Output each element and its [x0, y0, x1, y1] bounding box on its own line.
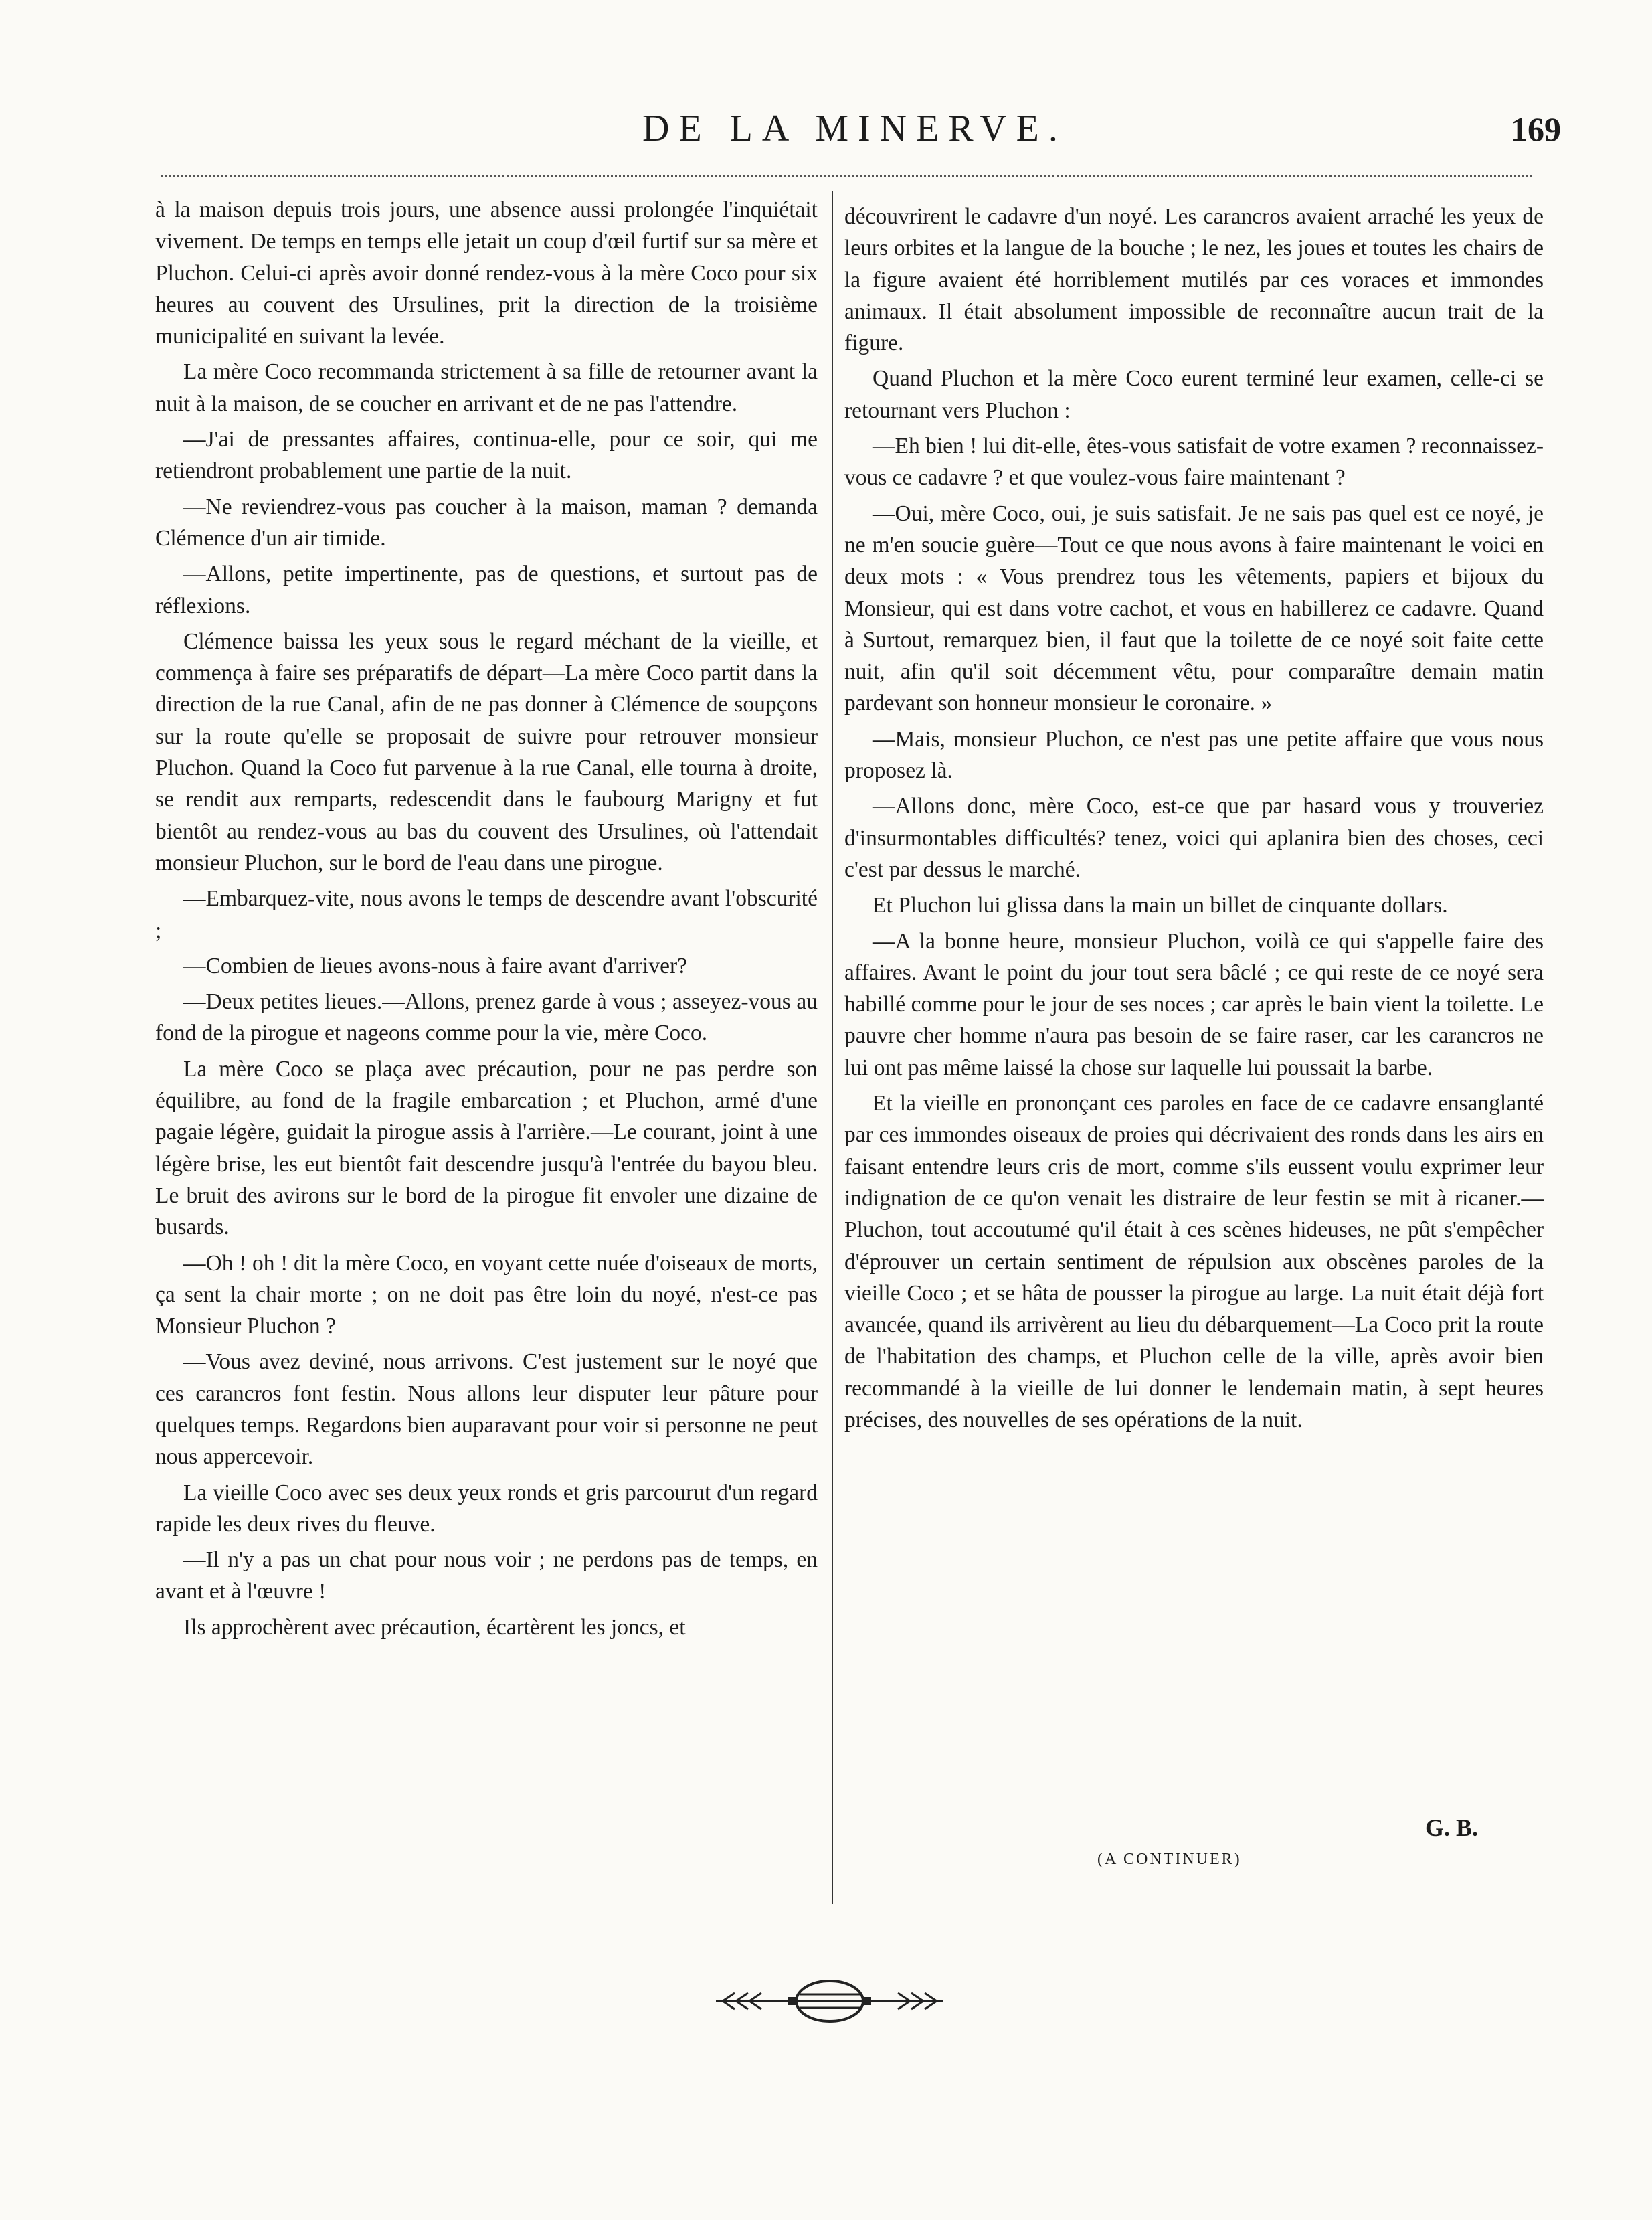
paragraph: —A la bonne heure, monsieur Pluchon, voilà ce qui s'appelle faire des affaires. Avant le point du jour tout sera bâclé ; ce qui reste de ce noyé sera habillé comme pour le jour de ses noces ; car après le bain vient la toilette. Le pauvre cher homme n'aura pas besoin de se faire raser, car les carancros ne lui ont pas même laissé la chose sur laquelle lui poussait la barbe.	[844, 928, 1544, 1080]
paragraph: à la maison depuis trois jours, une absence aussi prolongée l'inquiétait vivement. De temps en temps elle jetait un coup d'œil furtif sur sa mère et Pluchon. Celui-ci après avoir donné rendez-vous à la mère Coco pour six heures au couvent des Ursulines, prit la direction de la troisième municipalité en suivant la levée.	[155, 197, 818, 349]
continuation-note: (A CONTINUER)	[1097, 1851, 1242, 1868]
paragraph: La mère Coco se plaça avec précaution, pour ne pas perdre son équilibre, au fond de la fragile embarcation ; et Pluchon, armé d'une pagaie légère, guidait la pirogue assis à l'arrière.—Le courant, joint à une légère brise, les eut bientôt fait descendre jusqu'à l'entrée du bayou bleu. Le bruit des avirons sur le bord de la pirogue fit envoler une dizaine de busards.	[155, 1056, 818, 1240]
paragraph: —Allons, petite impertinente, pas de questions, et surtout pas de réflexions.	[155, 562, 818, 618]
paragraph: —Eh bien ! lui dit-elle, êtes-vous satisfait de votre examen ? reconnaissez-vous ce cadavre ? et que voulez-vous faire maintenant ?	[844, 434, 1544, 491]
paragraph: Ils approchèrent avec précaution, écartèrent les joncs, et	[183, 1614, 686, 1640]
page-number: 169	[1511, 110, 1561, 148]
paragraph: —Ne reviendrez-vous pas coucher à la maison, maman ? demanda Clémence d'un air timide.	[155, 494, 818, 551]
running-title: DE LA MINERVE.	[642, 108, 1067, 149]
paragraph: La mère Coco recommanda strictement à sa fille de retourner avant la nuit à la maison, de se coucher en arrivant et de ne pas l'attendre.	[155, 359, 818, 416]
paragraph: Quand Pluchon et la mère Coco eurent terminé leur examen, celle-ci se retournant vers Pluchon :	[844, 366, 1544, 423]
paragraph: —Vous avez deviné, nous arrivons. C'est justement sur le noyé que ces carancros font festin. Nous allons leur disputer leur pâture pour quelques temps. Regardons bien auparavant pour voir si personne ne peut nous appercevoir.	[155, 1349, 818, 1470]
paragraph: découvrirent le cadavre d'un noyé. Les carancros avaient arraché les yeux de leurs orbites et la langue de la bouche ; le nez, les joues et toutes les chairs de la figure avaient été horriblement mutilés par ces voraces et immondes animaux. Il était absolument impossible de reconnaître aucun trait de la figure.	[844, 204, 1544, 356]
paragraph: Et la vieille en prononçant ces paroles en face de ce cadavre ensanglanté par ces immondes oiseaux de proies qui décrivaient des ronds dans les airs en faisant entendre leurs cris de mort, comme s'ils eussent voulu exprimer leur indignation de ce qu'on venait les distraire de leur festin se mit à ricaner.—Pluchon, tout accoutumé qu'il était à ces scènes hideuses, ne pût s'empêcher d'éprouver un certain sentiment de répulsion aux obscènes paroles de la vieille Coco ; et se hâta de pousser la pirogue au large. La nuit était déjà fort avancée, quand ils arrivèrent au lieu du débarquement—La Coco prit la route de l'habitation des champs, et Pluchon celle de la ville, après avoir bien recommandé à la vieille de lui donner le lendemain matin, à sept heures précises, des nouvelles de ses opérations de la nuit.	[844, 1091, 1544, 1432]
right-column	[844, 201, 1544, 1440]
paragraph: La vieille Coco avec ses deux yeux ronds et gris parcourut d'un regard rapide les deux rives du fleuve.	[155, 1480, 818, 1537]
signature: G. B.	[1425, 1814, 1479, 1841]
paragraph: —J'ai de pressantes affaires, continua-elle, pour ce soir, qui me retiendront probablement une partie de la nuit.	[155, 427, 818, 484]
paragraph: —Allons donc, mère Coco, est-ce que par hasard vous y trouveriez d'insurmontables difficultés? tenez, voici qui aplanira bien des choses, ceci c'est par dessus le marché.	[844, 794, 1544, 882]
paragraph: Et Pluchon lui glissa dans la main un billet de cinquante dollars.	[873, 893, 1448, 918]
header-rule	[161, 175, 1532, 177]
paragraph: —Oh ! oh ! dit la mère Coco, en voyant cette nuée d'oiseaux de morts, ça sent la chair morte ; on ne doit pas être loin du noyé, n'est-ce pas Monsieur Pluchon ?	[155, 1250, 818, 1339]
page-header	[0, 107, 1652, 161]
paragraph: —Embarquez-vite, nous avons le temps de descendre avant l'obscurité ;	[155, 886, 818, 943]
fleuron-ornament-icon	[709, 1974, 950, 2028]
paragraph: —Il n'y a pas un chat pour nous voir ; ne perdons pas de temps, en avant et à l'œuvre !	[155, 1547, 818, 1604]
column-divider	[832, 191, 833, 1904]
paragraph: —Mais, monsieur Pluchon, ce n'est pas une petite affaire que vous nous proposez là.	[844, 726, 1544, 784]
left-column	[155, 194, 818, 1647]
paragraph: —Combien de lieues avons-nous à faire avant d'arriver?	[183, 953, 687, 978]
paragraph: —Deux petites lieues.—Allons, prenez garde à vous ; asseyez-vous au fond de la pirogue et nageons comme pour la vie, mère Coco.	[155, 989, 818, 1046]
paragraph: —Oui, mère Coco, oui, je suis satisfait. Je ne sais pas quel est ce noyé, je ne m'en soucie guère—Tout ce que nous avons à faire maintenant le voici en deux mots : « Vous prendrez tous les vêtements, papiers et bijoux du Monsieur, qui est dans votre cachot, et vous en habillerez ce cadavre. Quand à Surtout, remarquez bien, il faut que la toilette de ce noyé soit faite cette nuit, afin qu'il soit décemment vêtu, pour comparaître demain matin pardevant son honneur monsieur le coronaire. »	[844, 501, 1544, 716]
paragraph: Clémence baissa les yeux sous le regard méchant de la vieille, et commença à faire ses préparatifs de départ—La mère Coco partit dans la direction de la rue Canal, afin de ne pas donner à Clémence de soupçons sur la route qu'elle se proposait de suivre pour retrouver monsieur Pluchon. Quand la Coco fut parvenue à la rue Canal, elle tourna à droite, se rendit aux remparts, redescendit dans le faubourg Marigny et fut bientôt au rendez-vous au bas du couvent des Ursulines, où l'attendait monsieur Pluchon, sur le bord de l'eau dans une pirogue.	[155, 628, 818, 875]
